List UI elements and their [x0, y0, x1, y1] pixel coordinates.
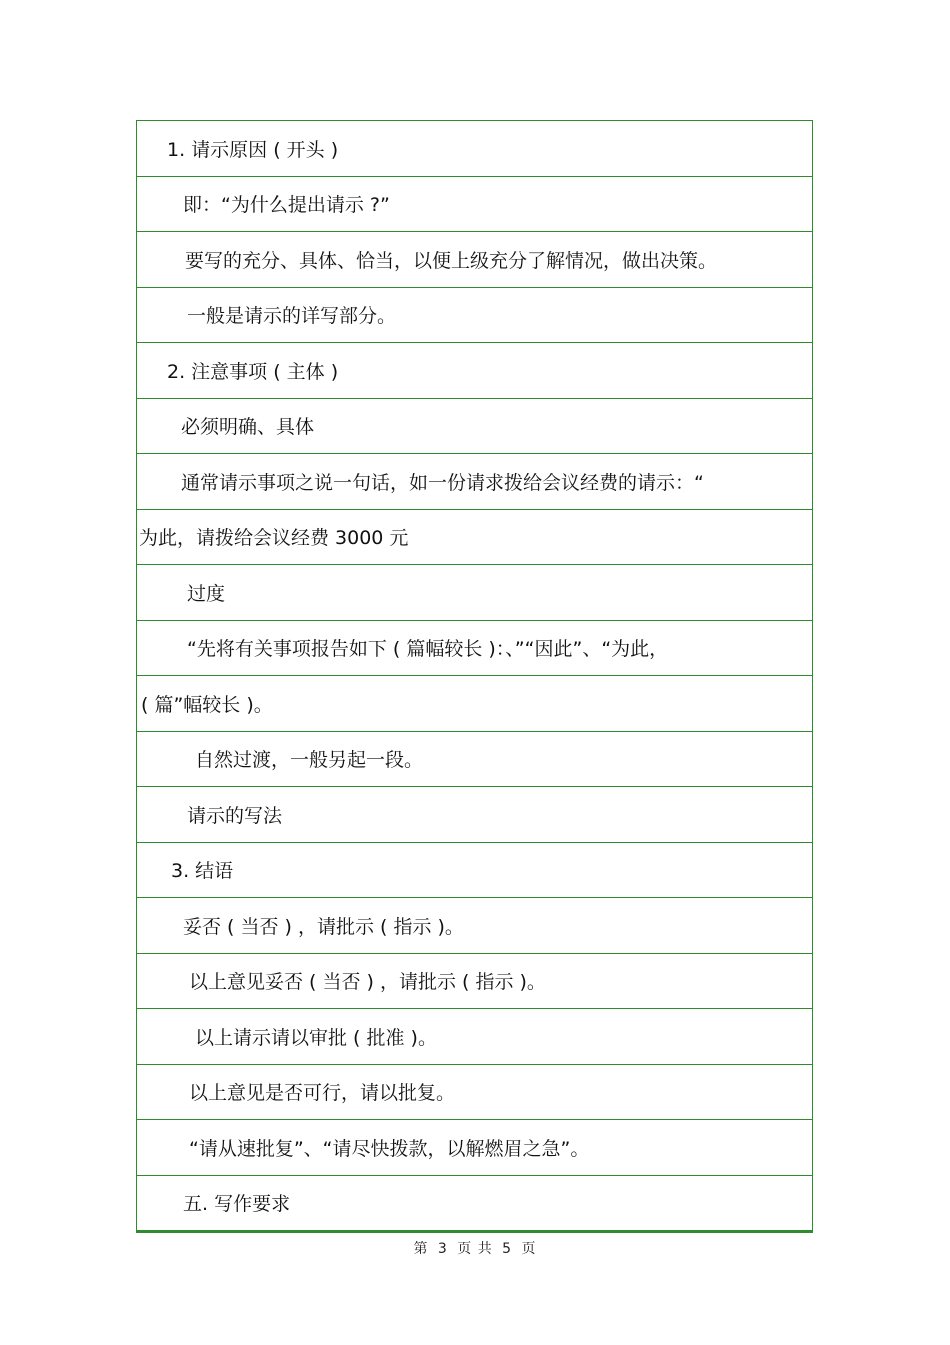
table-row	[137, 343, 812, 399]
row-text: 3. 结语	[171, 860, 234, 883]
row-text: 为此，请拨给会议经费 3000 元	[139, 527, 409, 550]
row-text: 以上意见是否可行，请以批复。	[189, 1082, 456, 1105]
table-row	[137, 843, 812, 899]
footer-suffix: 页	[521, 1241, 537, 1257]
row-text: “请从速批复”、“请尽快拨款，以解燃眉之急”。	[189, 1137, 590, 1160]
row-text: 通常请示事项之说一句话，如一份请求拨给会议经费的请示：“	[181, 471, 704, 494]
current-page-number: 3	[437, 1241, 448, 1257]
table-row	[137, 898, 812, 954]
row-text: 必须明确、具体	[181, 416, 315, 439]
row-text: 自然过渡，一般另起一段。	[195, 749, 424, 772]
table-row	[137, 454, 812, 510]
footer-middle: 页 共	[457, 1241, 493, 1257]
table-row	[137, 1176, 812, 1232]
content-table	[136, 120, 813, 1233]
table-row	[137, 676, 812, 732]
row-text: 一般是请示的详写部分。	[187, 305, 397, 328]
row-text: 以上请示请以审批 ( 批准 )。	[195, 1026, 437, 1049]
table-row	[137, 510, 812, 566]
table-row	[137, 1009, 812, 1065]
footer-prefix: 第	[413, 1241, 429, 1257]
table-row	[137, 399, 812, 455]
table-row	[137, 787, 812, 843]
row-text: 2. 注意事项 ( 主体 )	[167, 360, 339, 383]
table-row	[137, 732, 812, 788]
table-row	[137, 177, 812, 233]
row-text: 1. 请示原因 ( 开头 )	[167, 138, 339, 161]
table-row	[137, 232, 812, 288]
page-number-footer	[0, 1238, 950, 1258]
row-text: 过度	[187, 582, 226, 605]
row-text: 以上意见妥否 ( 当否 ) ，请批示 ( 指示 )。	[189, 971, 546, 994]
table-row	[137, 565, 812, 621]
table-row	[137, 1120, 812, 1176]
row-text: 即：“为什么提出请示 ?”	[183, 194, 390, 217]
row-text: 妥否 ( 当否 ) ，请批示 ( 指示 )。	[183, 915, 464, 938]
table-row	[137, 288, 812, 344]
total-page-number: 5	[502, 1241, 513, 1257]
table-row	[137, 621, 812, 677]
row-text: 要写的充分、具体、恰当，以便上级充分了解情况，做出决策。	[185, 249, 718, 272]
row-text: 请示的写法	[187, 804, 283, 827]
table-row	[137, 954, 812, 1010]
row-text: ( 篇”幅较长 )。	[141, 693, 273, 716]
row-text: 五. 写作要求	[183, 1193, 291, 1215]
table-row	[137, 1065, 812, 1121]
row-text: “先将有关事项报告如下 ( 篇幅较长 )：、”“因此”、“为此，	[187, 638, 669, 661]
table-row	[137, 121, 812, 177]
